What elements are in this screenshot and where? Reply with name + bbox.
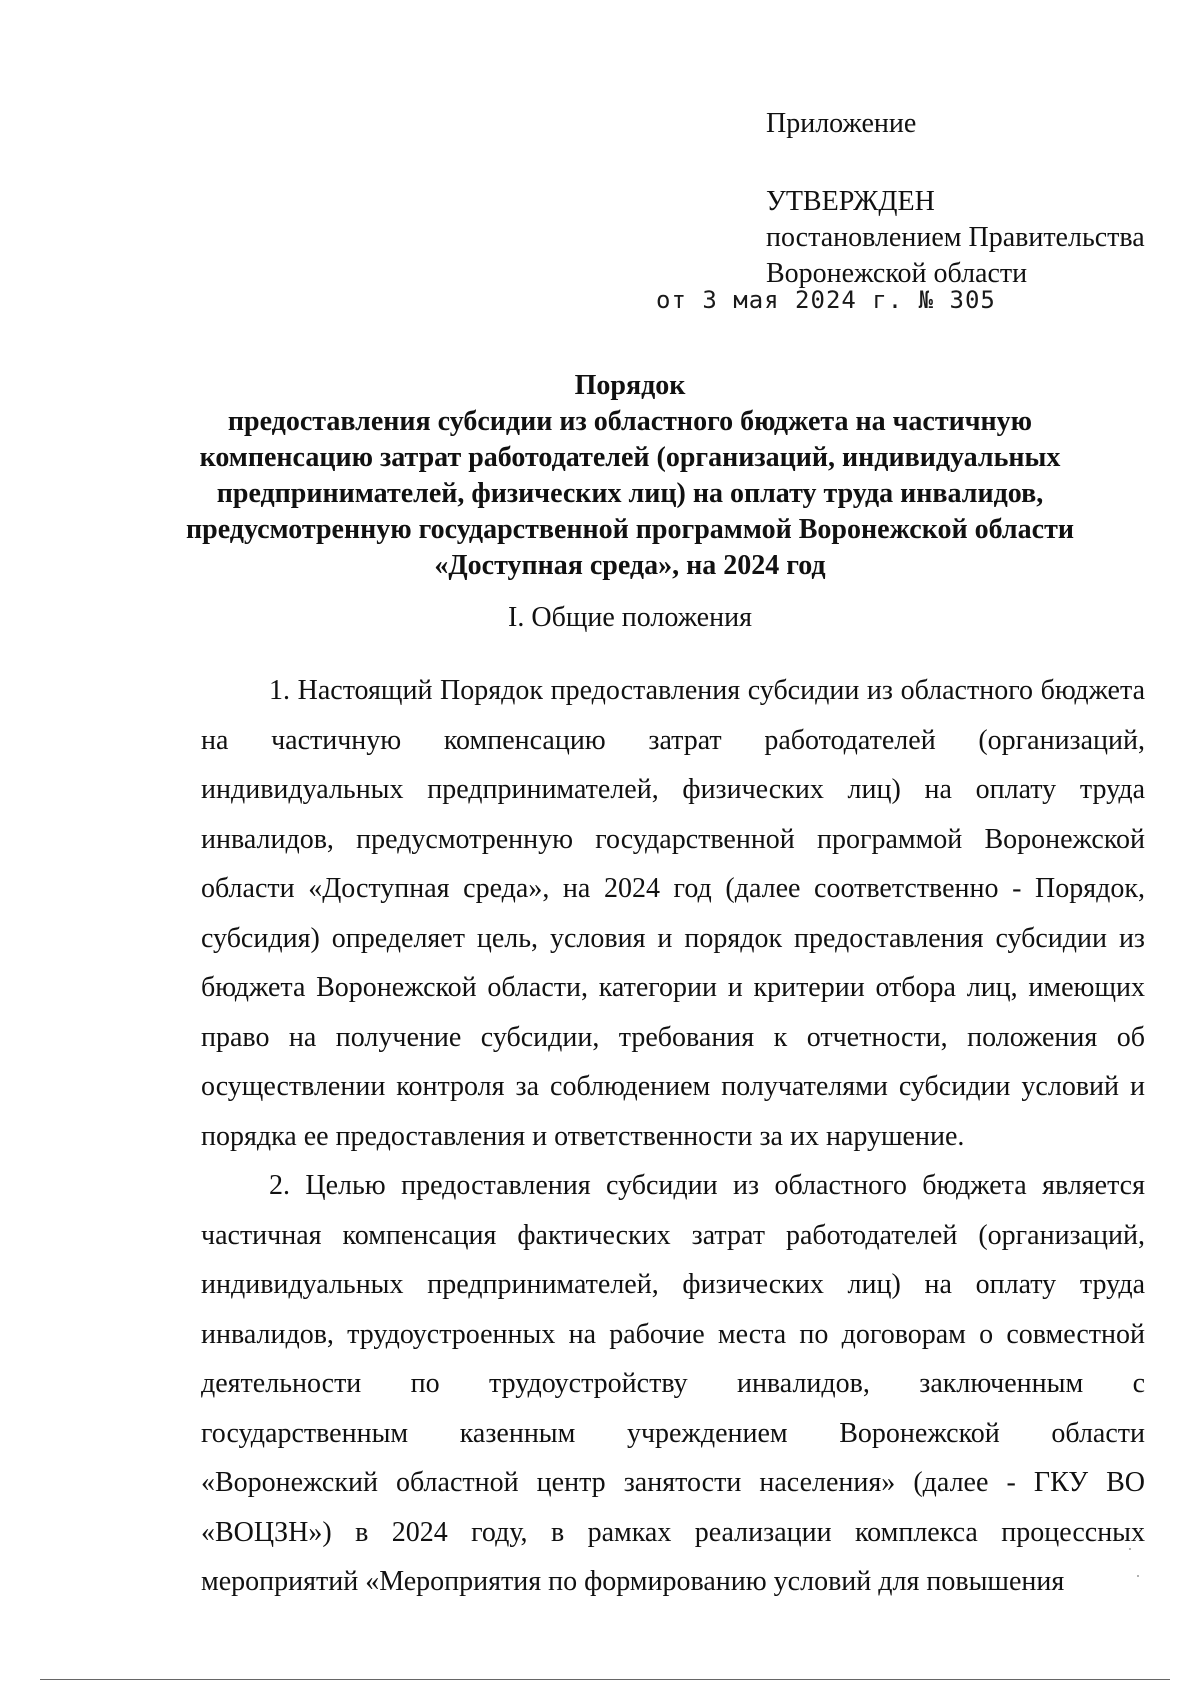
title-line-6: «Доступная среда», на 2024 год bbox=[434, 550, 826, 581]
body-text bbox=[201, 666, 1145, 1607]
paragraph-1: 1. Настоящий Порядок предоставления субсидии из областного бюджета на частичную компенсацию затрат работодателей (организаций, индивидуальных предпринимателей, физических лиц) на оплату труда инвалидов, предусмотренную государственной программой Воронежской области «Доступная среда», на 2024 год (далее соответственно - Порядок, субсидия) определяет цель, условия и порядок предоставления субсидии из бюджета Воронежской области, категории и критерии отбора лиц, имеющих право на получение субсидии, требования к отчетности, положения об осуществлении контроля за соблюдением получателями субсидии условий и порядка ее предоставления и ответственности за их нарушение. bbox=[201, 675, 1145, 1152]
approved-label: УТВЕРЖДЕН bbox=[766, 186, 935, 217]
paragraph-2: 2. Целью предоставления субсидии из областного бюджета является частичная компенсация фактических затрат работодателей (организаций, индивидуальных предпринимателей, физических лиц) на оплату труда инвалидов, трудоустроенных на рабочие места по договорам о совместной деятельности по трудоустройству инвалидов, заключенным с государственным казенным учреждением Воронежской области «Воронежский областной центр занятости населения» (далее - ГКУ ВО «ВОЦЗН») в 2024 году, в рамках реализации комплекса процессных мероприятий «Мероприятия по формированию условий для повышения bbox=[201, 1170, 1145, 1597]
approval-stamp bbox=[766, 106, 1145, 292]
approved-by-line-1: постановлением Правительства bbox=[766, 222, 1145, 253]
appendix-label: Приложение bbox=[766, 108, 917, 139]
title-line-2: предоставления субсидии из областного бюджета на частичную bbox=[227, 406, 1033, 437]
title-line-1: Порядок bbox=[574, 370, 686, 401]
title-line-3: компенсацию затрат работодателей (организаций, индивидуальных bbox=[199, 442, 1061, 473]
document-title bbox=[180, 368, 1080, 584]
section-heading: I. Общие положения bbox=[508, 602, 752, 633]
page-bottom-rule bbox=[40, 1679, 1170, 1680]
scan-speck bbox=[1129, 1548, 1131, 1550]
title-line-4: предпринимателей, физических лиц) на оплату труда инвалидов, bbox=[216, 478, 1044, 509]
title-line-5: предусмотренную государственной программой Воронежской области bbox=[186, 514, 1074, 545]
decree-date: от 3 мая 2024 г. № 305 bbox=[656, 286, 996, 314]
scan-speck bbox=[1137, 1575, 1139, 1577]
approved-by-line-2: Воронежской области bbox=[766, 258, 1028, 289]
